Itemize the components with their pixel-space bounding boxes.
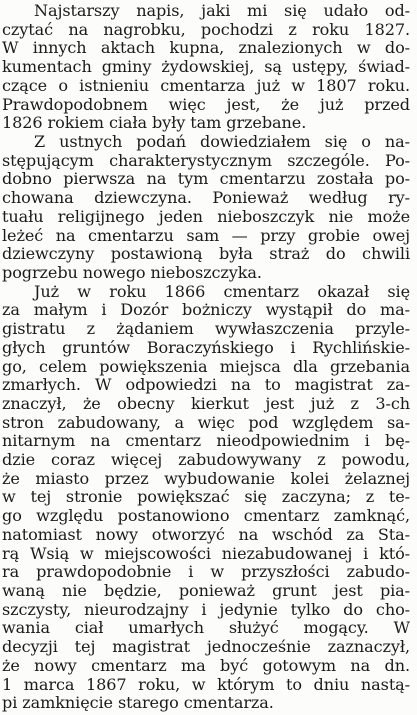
- text-line: waną nie będzie, ponieważ grunt jest pia-: [2, 581, 410, 601]
- text-line: dobno pierwsza na tym cmentarzu została po-: [2, 169, 410, 189]
- text-line: decyzji tej magistrat jednocześnie zaznaczył,: [2, 637, 410, 657]
- text-line: 1 marca 1867 roku, w którym to dniu nastą-: [2, 674, 410, 694]
- text-line: zmarłych. W odpowiedzi na to magistrat za-: [2, 375, 410, 395]
- text-line: za małym i Dozór bożniczy wystąpił do ma-: [2, 300, 410, 320]
- text-line: znaczył, że obecny kierkut jest już z 3-ch: [2, 393, 410, 413]
- text-line: kumentach gminy żydowskiej, są ustępy, świad-: [2, 57, 410, 77]
- text-line: Najstarszy napis, jaki mi się udało od-: [34, 1, 410, 20]
- text-line: Już w roku 1866 cmentarz okazał się: [34, 281, 410, 301]
- text-line: głych gruntów Boraczyńskiego i Rychlińskie-: [2, 337, 410, 357]
- text-line: Z ustnych podań dowiedziałem się o na-: [34, 131, 410, 151]
- text-line: szczysty, nieurodzajny i jedynie tylko do cho-: [2, 599, 410, 619]
- text-line: pogrzebu nowego nieboszczyka.: [2, 262, 262, 282]
- text-line: leżeć na cmentarzu sam — przy grobie owej: [2, 225, 410, 245]
- text-line: ra prawdopodobnie i w przyszłości zabudo-: [2, 562, 410, 582]
- text-line: nitarnym na cmentarz nieodpowiednim i bę-: [2, 431, 410, 451]
- text-line: tuału religijnego jeden nieboszczyk nie może: [2, 206, 410, 226]
- text-line: pi zamknięcie starego cmentarza.: [2, 693, 274, 713]
- text-line: go względu postanowiono cmentarz zamknąć,: [2, 506, 410, 526]
- text-line: gistratu z żądaniem wywłaszczenia przyle-: [2, 319, 410, 339]
- text-line: 1826 rokiem ciała były tam grzebane.: [2, 113, 307, 133]
- text-line: że miasto przez wybudowanie kolei żelaznej: [2, 468, 410, 488]
- text-line: w tej stronie powiększać się zaczyna; z te-: [2, 487, 410, 507]
- text-line: wania ciał umarłych służyć mogący. W: [2, 618, 410, 638]
- text-line: rą Wsią w miejscowości niezabudowanej i któ-: [2, 543, 410, 563]
- text-line: dzie coraz więcej zabudowywany z powodu,: [2, 450, 410, 470]
- text-line: czytać na nagrobku, pochodzi z roku 1827.: [2, 19, 410, 39]
- text-line: go, celem powiększenia miejsca dla grzebania: [2, 356, 410, 376]
- text-line: stępującym charakterystycznym szczególe. Po-: [2, 150, 410, 170]
- text-line: stron zabudowany, a więc pod względem sa-: [2, 412, 410, 432]
- text-line: chowana dziewczyna. Ponieważ według ry-: [2, 188, 410, 208]
- text-line: że nowy cmentarz ma być gotowym na dn.: [2, 655, 410, 675]
- text-line: W innych aktach kupna, znalezionych w do-: [2, 38, 410, 58]
- text-line: dziewczyny postawioną była straż do chwili: [2, 244, 410, 264]
- text-line: czące o istnieniu cmentarza już w 1807 roku.: [2, 75, 410, 95]
- text-line: natomiast nowy otworzyć na wschód za Sta-: [2, 524, 410, 544]
- text-line: Prawdopodobnem więc jest, że już przed: [2, 94, 410, 114]
